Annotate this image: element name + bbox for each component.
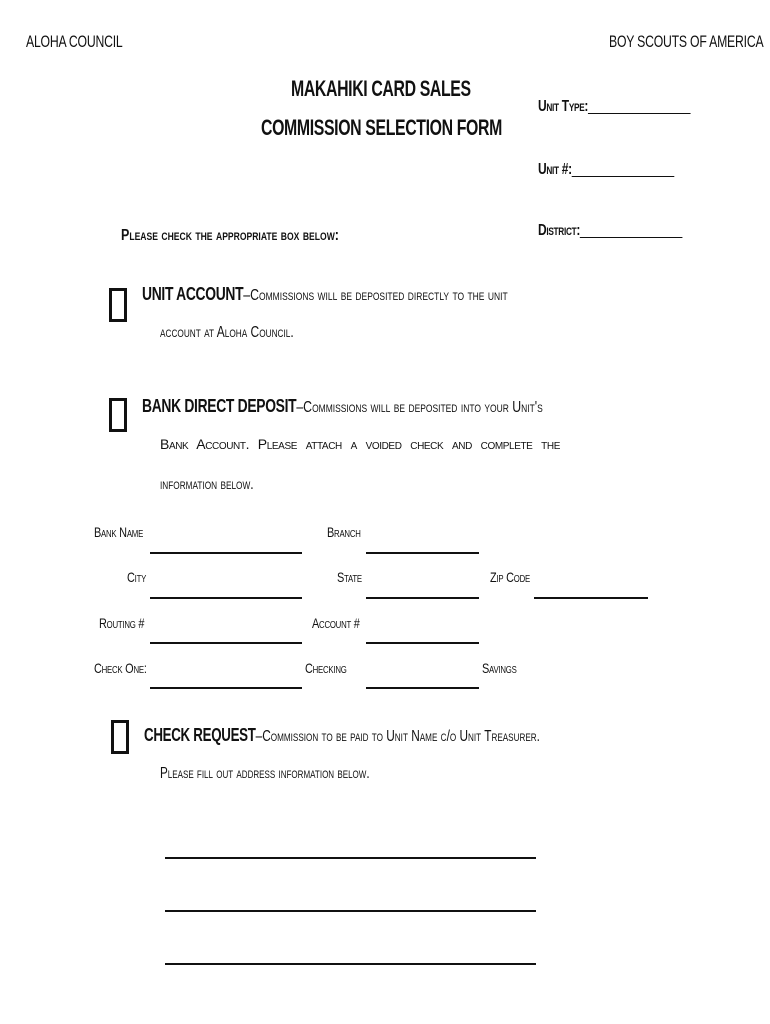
account-label: Account # xyxy=(312,615,360,631)
bank-deposit-title: BANK DIRECT DEPOSIT xyxy=(142,396,297,416)
unit-account-line1: UNIT ACCOUNT–Commissions will be deposited directly to the unit xyxy=(142,284,508,304)
check-one-label: Check One: xyxy=(94,660,147,676)
state-label: State xyxy=(337,569,362,585)
bank-deposit-line2: Bank Account. Please attach a voided check and complete the xyxy=(160,436,560,452)
unit-type-field[interactable]: Unit Type:________________ xyxy=(538,98,691,115)
unit-number-field[interactable]: Unit #:________________ xyxy=(538,161,674,178)
check-request-title: CHECK REQUEST xyxy=(144,725,256,745)
check-request-checkbox[interactable] xyxy=(111,720,129,754)
bank-name-input[interactable] xyxy=(150,552,302,554)
district-field[interactable]: District:________________ xyxy=(538,222,683,239)
address-line-1-input[interactable] xyxy=(165,857,536,859)
city-input[interactable] xyxy=(150,597,302,599)
unit-account-title: UNIT ACCOUNT xyxy=(142,284,244,304)
bank-deposit-line3: information below. xyxy=(160,476,254,493)
unit-account-line2: account at Aloha Council. xyxy=(160,324,294,341)
bank-deposit-line1: BANK DIRECT DEPOSIT–Commissions will be deposited into your Unit's xyxy=(142,396,543,416)
city-label: City xyxy=(127,569,147,585)
bank-deposit-checkbox[interactable] xyxy=(109,398,127,432)
zip-code-input[interactable] xyxy=(534,597,648,599)
routing-label: Routing # xyxy=(99,615,145,631)
routing-input[interactable] xyxy=(150,642,302,644)
instruction-text: Please check the appropriate box below: xyxy=(121,227,339,244)
savings-label: Savings xyxy=(482,660,517,676)
unit-account-checkbox[interactable] xyxy=(109,288,127,322)
checking-label: Checking xyxy=(305,660,347,676)
account-input[interactable] xyxy=(366,642,479,644)
savings-input[interactable] xyxy=(366,687,479,689)
address-line-2-input[interactable] xyxy=(165,910,536,912)
form-title-line1: MAKAHIKI CARD SALES xyxy=(291,76,471,101)
form-title-line2: COMMISSION SELECTION FORM xyxy=(261,115,502,140)
header-council: ALOHA COUNCIL xyxy=(26,32,123,51)
check-request-line1: CHECK REQUEST–Commission to be paid to Unit Name c/o Unit Treasurer. xyxy=(144,725,540,745)
state-input[interactable] xyxy=(366,597,479,599)
zip-code-label: Zip Code xyxy=(490,569,530,585)
checking-input[interactable] xyxy=(150,687,302,689)
branch-label: Branch xyxy=(327,524,361,540)
address-line-3-input[interactable] xyxy=(165,963,536,965)
bank-name-label: Bank Name xyxy=(94,524,144,540)
check-request-line2: Please fill out address information below. xyxy=(160,765,370,782)
branch-input[interactable] xyxy=(366,552,479,554)
header-organization: BOY SCOUTS OF AMERICA xyxy=(609,32,764,51)
